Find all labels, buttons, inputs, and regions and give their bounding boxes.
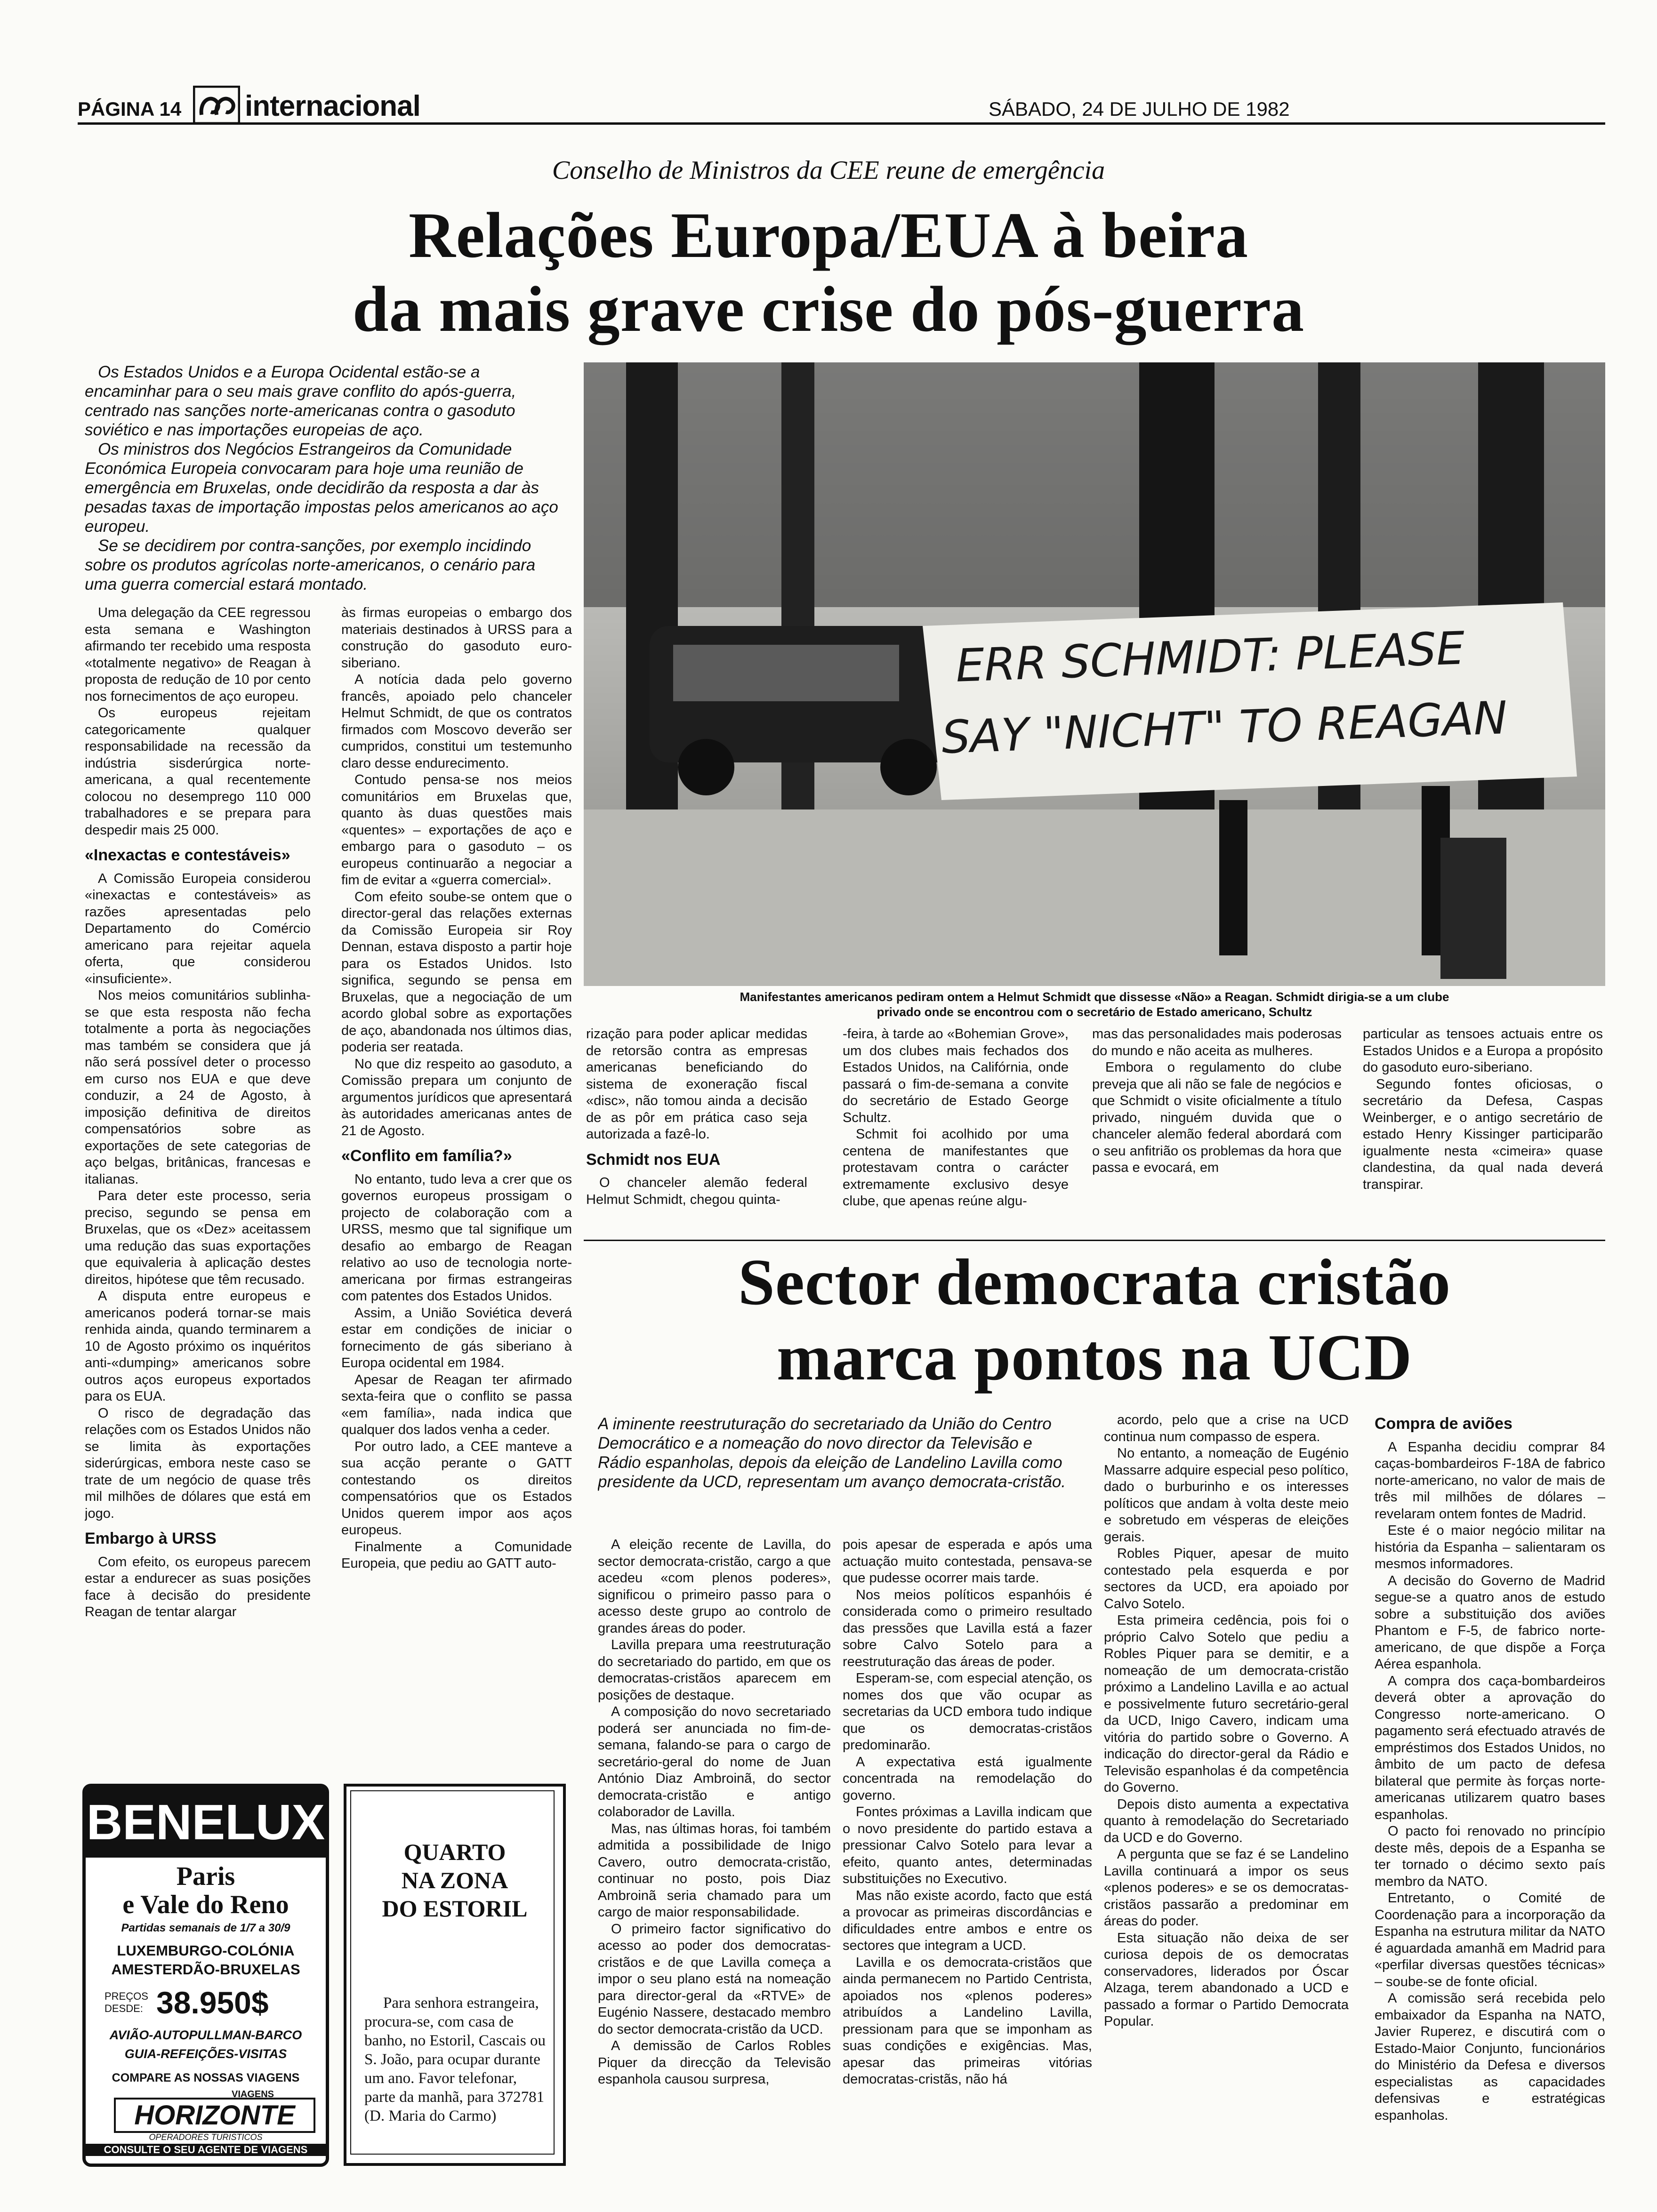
paragraph: Nos meios comunitários sublinha-se que esta resposta não fecha totalmente a porta às negociações mas também se considera que já não será possível deter o processo em curso nos EUA e que deve conduzir, a 24 de Agosto, à imposição definitiva de direitos compensatórios sobre as exportações de sete categorias de aço belgas, britânicas, francesas e italianas. [85, 988, 311, 1187]
ad-brand-small: VIAGENS [232, 2089, 274, 2100]
paragraph: Contudo pensa-se nos meios comunitários em Bruxelas que, quanto às duas questões mais «quentes» – exportações de aço e embargo para o gasoduto – os europeus continuarão a negociar a fim de evitar a «guerra comercial». [341, 772, 572, 888]
article-column [843, 1537, 1092, 2205]
article-column [1363, 1026, 1603, 1233]
lead-paragraph: A iminente reestruturação do secretariado da União do Centro Democrático e a nomeação do novo director da Televisão e Rádio espanholas, depois da eleição de Landelino Lavilla como presidente da UCD, representam um avanço democrata-cristão. [598, 1415, 1066, 1491]
ad-services: GUIA-REFEIÇÕES-VISITAS [124, 2047, 287, 2061]
subheading: Embargo à URSS [85, 1530, 217, 1547]
paragraph: O chanceler alemão federal Helmut Schmidt, chegou quinta- [586, 1175, 807, 1207]
article-column [1104, 1412, 1349, 2205]
section-title: internacional [245, 90, 420, 122]
ad-contact: CONSULTE O SEU AGENTE DE VIAGENS [86, 2144, 326, 2156]
paragraph: Depois disto aumenta a expectativa quanto à remodelação do Secretariado da UCD e do Governo. [1104, 1796, 1349, 1845]
article-column [598, 1537, 831, 2205]
headline: da mais grave crise do pós-guerra [352, 273, 1305, 345]
ad-destination: Paris [176, 1862, 235, 1891]
ad-price-label: PREÇOS [105, 1990, 148, 2002]
paragraph: Mas não existe acordo, facto que está a provocar as primeiras discordâncias e dificuldades entre ambos e entre os sectores que integram a UCD. [843, 1888, 1092, 1953]
section-divider [584, 1240, 1605, 1241]
ad-body: Para senhora estrangeira, procura-se, com casa de banho, no Estoril, Cascais ou S. João, para ocupar durante um ano. Favor telefonar, parte da manhã, para 372781 (D. Maria do Carmo) [364, 1995, 546, 2124]
paragraph: Esperam-se, com especial atenção, os nomes dos que vão ocupar as secretarias da UCD embora tudo indique que os democratas-cristãos predominarão. [843, 1671, 1092, 1753]
paragraph: A compra dos caça-bombardeiros deverá obter a aprovação do Congresso norte-americano. O pagamento será efectuado através de empréstimos dos Estados Unidos, no âmbito de um pacto de defesa bilateral que permite às forças norte-americanas utilizarem quatro bases espanholas. [1375, 1673, 1605, 1822]
photo-caption: Manifestantes americanos pediram ontem a Helmut Schmidt que dissesse «Não» a Reagan. Schmidt dirigia-se a um clube privado onde se encontrou com o secretário de Estado americano, Schultz [740, 990, 1449, 1019]
paragraph: Entretanto, o Comité de Coordenação para a incorporação da Espanha na estrutura militar da NATO é aguardada amanhã em Madrid para «perfilar diversas questões técnicas» – soube-se de fonte oficial. [1375, 1891, 1605, 1989]
paragraph: A composição do novo secretariado poderá ser anunciada no fim-de-semana, falando-se para o cargo de secretário-geral do nome de Juan António Diaz Ambroinã, do sector democrata-cristão e antigo colaborador de Lavilla. [598, 1704, 831, 1819]
protest-sign-text: ERR SCHMIDT: PLEASE [955, 622, 1466, 692]
subheading: Compra de aviões [1375, 1415, 1512, 1433]
paragraph: Embora o regulamento do clube preveja que ali não se fale de negócios e que Schmidt o visite oficialmente a título privado, ninguém duvida que o chanceler alemão federal abordará com o seu anfitrião os problemas da hora que passa e evocará, em [1092, 1060, 1342, 1175]
paragraph: O risco de degradação das relações com os Estados Unidos não se limita às exportações siderúrgicas, embora neste caso se trate de um negócio de quase três mil milhões de dólares que está em jogo. [85, 1405, 311, 1521]
paragraph: Lavilla prepara uma reestruturação do secretariado do partido, em que os democratas-cristãos aparecem em posições de destaque. [598, 1637, 831, 1703]
paragraph: A Comissão Europeia considerou «inexactas e contestáveis» as razões apresentadas pelo Departamento do Comércio americano para rejeitar aquela oferta, que considerou «insuficiente». [85, 871, 311, 986]
paragraph: A demissão de Carlos Robles Piquer da direcção da Televisão espanhola causou surpresa, [598, 2038, 831, 2087]
paragraph: A expectativa está igualmente concentrada na remodelação do governo. [843, 1754, 1092, 1803]
ad-cities: AMESTERDÃO-BRUXELAS [111, 1961, 300, 1978]
paragraph: Por outro lado, a CEE manteve a sua acção perante o GATT contestando os direitos compensatórios que os Estados Unidos querem impor aos aços europeus. [341, 1439, 572, 1538]
ad-dates: Partidas semanais de 1/7 a 30/9 [121, 1922, 290, 1934]
news-photo [584, 362, 1605, 986]
paragraph: A comissão será recebida pelo embaixador da Espanha na NATO, Javier Ruperez, e discutirá com o Estado-Maior Conjunto, funcionários do Ministério da Defesa e diversos especialistas as capacidades defensivas e estratégicas espanholas. [1375, 1991, 1605, 2123]
paragraph: Mas, nas últimas horas, foi também admitida a possibilidade de Inigo Cavero, outro democrata-cristão, continuar no posto, pois Diaz Ambroinã seria chamado para um cargo de maior responsabilidade. [598, 1821, 831, 1920]
ad-title: QUARTO [403, 1839, 506, 1865]
article-column [341, 605, 572, 1628]
subheading: «Conflito em família?» [341, 1147, 512, 1165]
paragraph: Esta situação não deixa de ser curiosa depois de os democratas conservadores, liderados por Óscar Alzaga, terem abandonado a UCD e passado a formar o Partido Democrata Popular. [1104, 1930, 1349, 2029]
ad-cities: LUXEMBURGO-COLÓNIA [117, 1942, 295, 1959]
paragraph: Schmit foi acolhido por uma centena de manifestantes que protestavam contra o carácter extremamente exclusivo desye clube, que apenas reúne algu- [843, 1127, 1069, 1209]
paragraph: Os europeus rejeitam categoricamente qualquer responsabilidade na recessão da indústria sisderúrgica norte-americana, a qual recentemente colocou no desemprego 110 000 trabalhadores e se prepara para despedir mais 25 000. [85, 705, 311, 838]
lead-paragraph: Os ministros dos Negócios Estrangeiros da Comunidade Económica Europeia convocaram para hoje uma reunião de emergência em Bruxelas, onde decidirão da resposta a dar às pesadas taxas de importação impostas pelos americanos ao aço europeu. [85, 440, 558, 536]
paragraph: pois apesar de esperada e após uma actuação muito contestada, pensava-se que pudesse ocorrer mais tarde. [843, 1537, 1092, 1586]
paragraph: rização para poder aplicar medidas de retorsão contra as empresas americanas beneficiando do sistema de exoneração fiscal «disc», não tomou ainda a decisão de as pôr em prática caso seja autorizada a fazê-lo. [586, 1026, 807, 1142]
subheading: «Inexactas e contestáveis» [85, 846, 290, 864]
paragraph: Robles Piquer, apesar de muito contestado pela esquerda e por sectores da UCD, era apoiado por Calvo Sotelo. [1104, 1546, 1349, 1611]
paragraph: A pergunta que se faz é se Landelino Lavilla continuará a impor os seus «plenos poderes» e se os democratas-cristãos passarão a predominar em áreas do poder. [1104, 1847, 1349, 1929]
page-number: PÁGINA 14 [78, 98, 182, 120]
paragraph: Com efeito, os europeus parecem estar a endurecer as suas posições face à decisão do presidente Reagan de tentar alargar [85, 1554, 311, 1619]
headline: Sector democrata cristão [738, 1246, 1451, 1319]
article-column [843, 1026, 1069, 1233]
paragraph: Lavilla e os democrata-cristãos que ainda permanecem no Partido Centrista, apoiados nos «plenos poderes» atribuídos a Landelino Lavilla, pressionam para que se imponham as suas condições e exigências. Mas, apesar das primeiras vitórias democratas-cristãs, não há [843, 1955, 1092, 2087]
lead-paragraph: Os Estados Unidos e a Europa Ocidental estão-se a encaminhar para o seu mais grave conflito do após-guerra, centrado nas sanções norte-americanas contra o gasoduto soviético e nas importações europeias de aço. [85, 363, 516, 439]
ad-brand-sub: OPERADORES TURISTICOS [149, 2132, 263, 2142]
paragraph: Para deter este processo, seria preciso, segundo se pensa em Bruxelas, que os «Dez» aceitassem uma redução das suas exportações que equivaleria à aplicação destes direitos, hipótese que têm recusado. [85, 1188, 311, 1287]
article-column [586, 1026, 807, 1233]
travel-advertisement [82, 1784, 329, 2167]
paragraph: A disputa entre europeus e americanos poderá tornar-se mais renhida ainda, quando terminarem a 10 de Agosto próximo os inquéritos anti-«dumping» americanos sobre outros aços europeus exportados para os EUA. [85, 1289, 311, 1404]
paragraph: mas das personalidades mais poderosas do mundo e não aceita as mulheres. [1092, 1026, 1342, 1058]
paragraph: No entanto, tudo leva a crer que os governos europeus prossigam o projecto de colaboração com a URSS, mesmo que tal signifique um desafio ao embargo de Reagan relativo ao uso de tecnologia norte-americana por firmas estrangeiras com patentes dos Estados Unidos. [341, 1171, 572, 1304]
subheading: Schmidt nos EUA [586, 1150, 721, 1169]
ad-services: AVIÃO-AUTOPULLMAN-BARCO [109, 2028, 302, 2042]
paragraph: Fontes próximas a Lavilla indicam que o novo presidente do partido estava a pressionar Calvo Sotelo para levar a efeito, quanto antes, determinadas substituições no Executivo. [843, 1804, 1092, 1886]
classified-advertisement [344, 1784, 566, 2166]
paragraph: Nos meios políticos espanhóis é considerada como o primeiro resultado das pressões que Lavilla está a fazer sobre Calvo Sotelo para a reestruturação das áreas de poder. [843, 1587, 1092, 1669]
protest-sign-text: SAY "NICHT" TO REAGAN [941, 691, 1508, 764]
ad-compare: COMPARE AS NOSSAS VIAGENS [112, 2071, 300, 2084]
paragraph: No que diz respeito ao gasoduto, a Comissão prepara um conjunto de argumentos jurídicos que apresentará às autoridades americanas antes de 21 de Agosto. [341, 1056, 572, 1138]
article-column [85, 605, 311, 1628]
paragraph: A notícia dada pelo governo francês, apoiado pelo chanceler Helmut Schmidt, de que os contratos firmados com Moscovo deverão ser cumpridos, constitui um testemunho claro desse endurecimento. [341, 672, 572, 771]
paragraph: A eleição recente de Lavilla, do sector democrata-cristão, cargo a que acedeu «com plenos poderes», significou o primeiro passo para o acesso deste grupo ao controlo de grandes áreas do poder. [598, 1537, 831, 1636]
article-column [1092, 1026, 1342, 1233]
paragraph: Uma delegação da CEE regressou esta semana e Washington afirmando ter recebido uma resposta «totalmente negativo» de Reagan à proposta de redução de 10 por cento nos fornecimentos de aço europeu. [85, 605, 311, 704]
ad-title: DO ESTORIL [382, 1895, 528, 1922]
paragraph: Finalmente a Comunidade Europeia, que pediu ao GATT auto- [341, 1539, 572, 1571]
paragraph: Este é o maior negócio militar na história da Espanha – salientaram os mesmos informadores. [1375, 1523, 1605, 1571]
headline: marca pontos na UCD [776, 1321, 1413, 1394]
ad-title: NA ZONA [401, 1867, 508, 1893]
paragraph: às firmas europeias o embargo dos materiais destinados à URSS para a construção do gasoduto euro-siberiano. [341, 605, 572, 671]
paragraph: Assim, a União Soviética deverá estar em condições de iniciar o fornecimento de gás siberiano à Europa ocidental em 1984. [341, 1305, 572, 1370]
newspaper-logo-icon [193, 86, 240, 124]
paragraph: A decisão do Governo de Madrid segue-se a quatro anos de estudo sobre a substituição dos aviões Phantom e F-5, de fabrico norte-americano, de que dispõe a Força Aérea espanhola. [1375, 1573, 1605, 1672]
paragraph: Esta primeira cedência, pois foi o próprio Calvo Sotelo que pediu a Robles Piquer para se demitir, e a nomeação de um democrata-cristão próximo a Landelino Lavilla e ao actual e possivelmente futuro secretário-geral da UCD, Inigo Cavero, indicam uma vitória do partido sobre o Governo. A indicação do director-geral da Rádio e Televisão espanholas é da competência do Governo. [1104, 1613, 1349, 1795]
headline: Relações Europa/EUA à beira [409, 199, 1248, 271]
paragraph: Apesar de Reagan ter afirmado sexta-feira que o conflito se passa «em família», nada indica que qualquer dos lados venha a ceder. [341, 1372, 572, 1437]
paragraph: No entanto, a nomeação de Eugénio Massarre adquire especial peso político, dado o burburinho e os interesses políticos que andam à volta deste meio e sobretudo em vésperas de eleições gerais. [1104, 1446, 1349, 1545]
header-rule [78, 122, 1605, 125]
paragraph: particular as tensoes actuais entre os Estados Unidos e a Europa a propósito do gasoduto euro-siberiano. [1363, 1026, 1603, 1075]
ad-price-label: DESDE: [105, 2003, 143, 2014]
paragraph: Segundo fontes oficiosas, o secretário da Defesa, Caspas Weinberger, e o antigo secretário de estado Henry Kissinger participarão igualmente nesta «cimeira» quase clandestina, da qual nada deverá transpirar. [1363, 1076, 1603, 1192]
article-lead [85, 362, 570, 598]
article-lead [598, 1414, 1069, 1532]
ad-destination: e Vale do Reno [122, 1890, 289, 1919]
issue-date: SÁBADO, 24 DE JULHO DE 1982 [989, 98, 1290, 120]
ad-brand: HORIZONTE [114, 2098, 315, 2133]
paragraph: O primeiro factor significativo do acesso ao poder dos democratas-cristãos e de que Lavilla começa a impor o seu plano está na nomeação para director-geral da «RTVE» de Eugénio Nassere, destacado membro do sector democrata-cristão da UCD. [598, 1921, 831, 2037]
kicker: Conselho de Ministros da CEE reune de emergência [552, 156, 1105, 185]
paragraph: A Espanha decidiu comprar 84 caças-bombardeiros F-18A de fabrico norte-americano, no valor de mais de três mil milhões de dólares – revelaram ontem fontes de Madrid. [1375, 1439, 1605, 1522]
paragraph: Com efeito soube-se ontem que o director-geral das relações externas da Comissão Europeia sir Roy Dennan, estava disposto a partir hoje para os Estados Unidos. Isto significa, segundo se pensa em Bruxelas, que a negociação de um acordo global sobre as exportações de aço, abandonada nos últimos dias, poderia ser reatada. [341, 889, 572, 1055]
paragraph: acordo, pelo que a crise na UCD continua num compasso de espera. [1104, 1412, 1349, 1444]
paragraph: -feira, à tarde ao «Bohemian Grove», um dos clubes mais fechados dos Estados Unidos, na Califórnia, onde passará o fim-de-semana a convite do secretário de Estado George Schultz. [843, 1026, 1069, 1125]
paragraph: O pacto foi renovado no princípio deste mês, depois de a Espanha se ter tornado o décimo sexto país membro da NATO. [1375, 1824, 1605, 1889]
article-column [1375, 1407, 1605, 2205]
ad-title: BENELUX [86, 1787, 326, 1858]
lead-paragraph: Se se decidirem por contra-sanções, por exemplo incidindo sobre os produtos agrícolas norte-americanos, o cenário para uma guerra comercial estará montado. [85, 537, 536, 593]
ad-price: 38.950$ [156, 1985, 269, 2020]
